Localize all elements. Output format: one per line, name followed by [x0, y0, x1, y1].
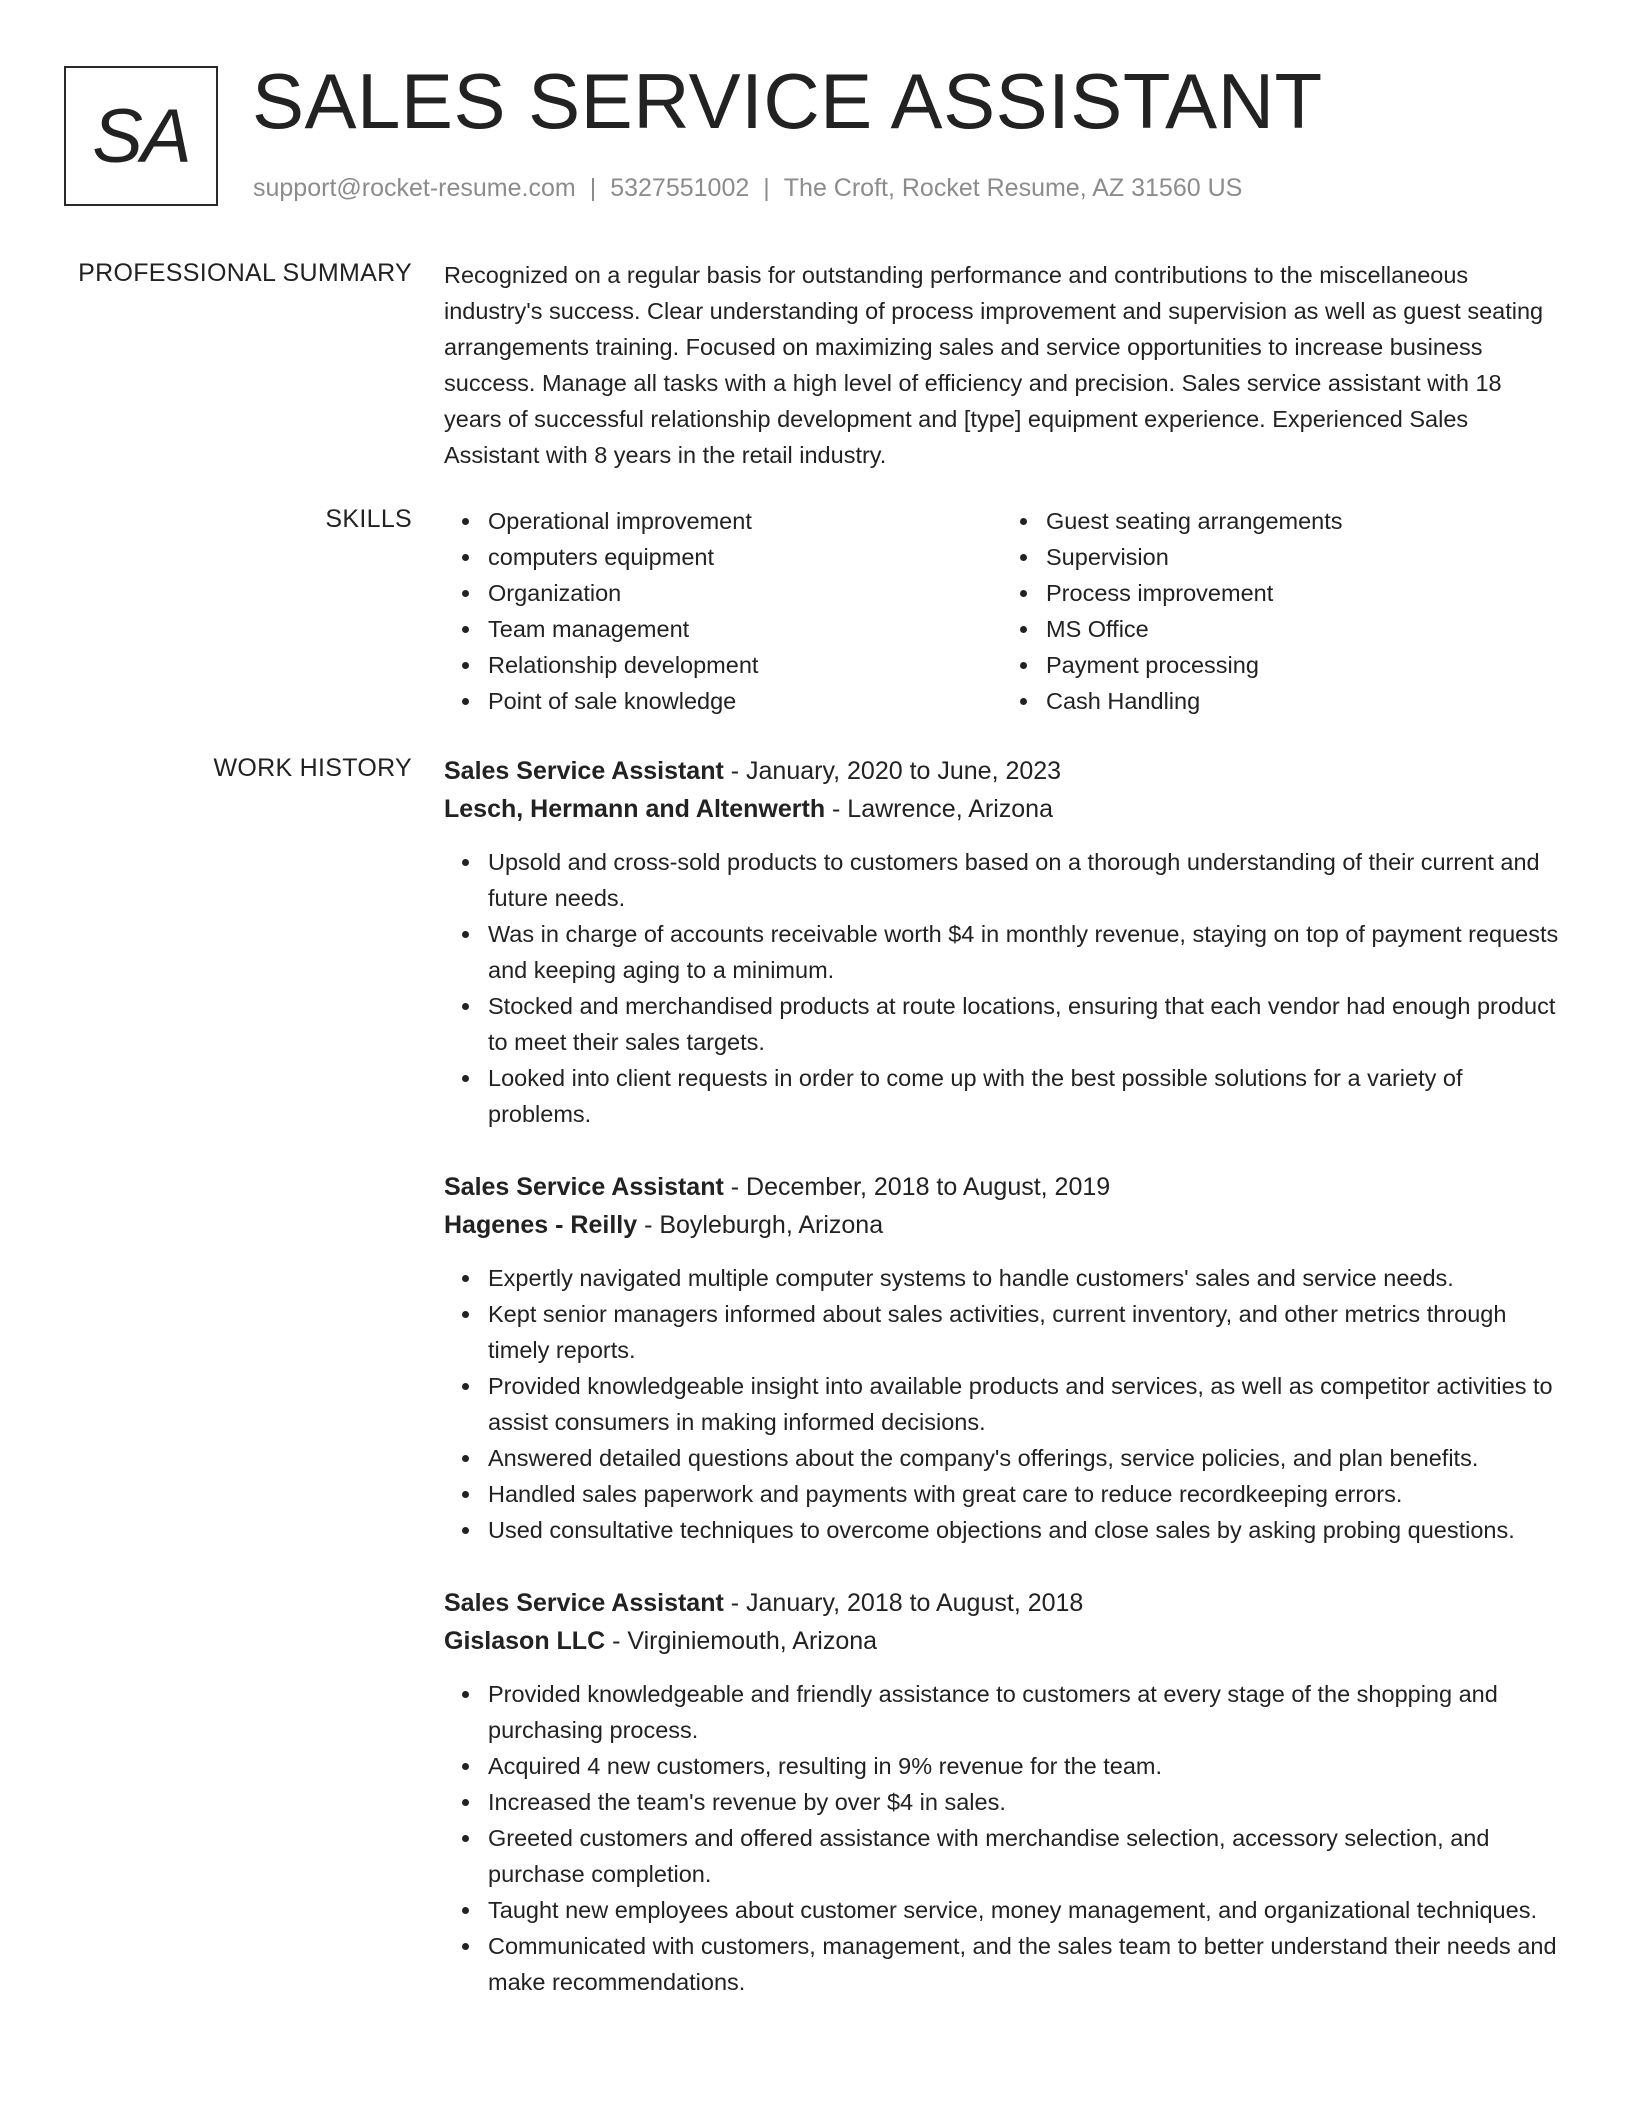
contact-address: The Croft, Rocket Resume, AZ 31560 US	[783, 174, 1243, 202]
job-dates: - December, 2018 to August, 2019	[723, 1173, 1111, 1201]
duty-item: Provided knowledgeable insight into available products and services, as well as competitor activities to assist consumers in making informed decisions.	[488, 1368, 1560, 1440]
duty-item: Used consultative techniques to overcome objections and close sales by asking probing questions.	[488, 1512, 1560, 1548]
job-duties	[444, 1260, 1560, 1548]
duty-item: Looked into client requests in order to come up with the best possible solutions for a variety of problems.	[488, 1060, 1560, 1132]
work-history-heading: WORK HISTORY	[213, 754, 412, 782]
monogram-logo: SA	[64, 66, 218, 206]
job-location: - Virginiemouth, Arizona	[605, 1627, 878, 1655]
job-entry	[444, 1584, 1560, 2000]
skill-item: Cash Handling	[1046, 683, 1560, 719]
skill-item: Guest seating arrangements	[1046, 503, 1560, 539]
skills-list-left	[444, 503, 1002, 719]
duty-item: Greeted customers and offered assistance with merchandise selection, accessory selection, and purchase completion.	[488, 1820, 1560, 1892]
duty-item: Kept senior managers informed about sales activities, current inventory, and other metrics through timely reports.	[488, 1296, 1560, 1368]
contact-phone: 5327551002	[610, 174, 750, 202]
contact-email: support@rocket-resume.com	[253, 174, 576, 202]
skill-item: Process improvement	[1046, 575, 1560, 611]
job-entry	[444, 1168, 1560, 1548]
job-company: Gislason LLC	[444, 1627, 606, 1655]
summary-heading: PROFESSIONAL SUMMARY	[78, 259, 412, 287]
skill-item: Organization	[488, 575, 1002, 611]
skill-item: Payment processing	[1046, 647, 1560, 683]
contact-separator: |	[589, 174, 597, 202]
job-entry	[444, 752, 1560, 1132]
duty-item: Provided knowledgeable and friendly assistance to customers at every stage of the shopping and purchasing process.	[488, 1676, 1560, 1748]
job-list	[444, 752, 1560, 2036]
skill-item: computers equipment	[488, 539, 1002, 575]
job-duties	[444, 1676, 1560, 2000]
job-dates: - January, 2018 to August, 2018	[723, 1589, 1084, 1617]
contact-line	[253, 174, 1242, 203]
job-company-line	[444, 1622, 1560, 1660]
duty-item: Was in charge of accounts receivable worth $4 in monthly revenue, staying on top of payment requests and keeping aging to a minimum.	[488, 916, 1560, 988]
skill-item: Point of sale knowledge	[488, 683, 1002, 719]
job-company: Hagenes - Reilly	[444, 1211, 638, 1239]
duty-item: Upsold and cross-sold products to customers based on a thorough understanding of their current and future needs.	[488, 844, 1560, 916]
skill-item: Team management	[488, 611, 1002, 647]
job-company-line	[444, 790, 1560, 828]
job-company: Lesch, Hermann and Altenwerth	[444, 795, 826, 823]
duty-item: Handled sales paperwork and payments with great care to reduce recordkeeping errors.	[488, 1476, 1560, 1512]
job-title-line	[444, 752, 1560, 790]
duty-item: Answered detailed questions about the company's offerings, service policies, and plan benefits.	[488, 1440, 1560, 1476]
duty-item: Communicated with customers, management, and the sales team to better understand their needs and make recommendations.	[488, 1928, 1560, 2000]
duty-item: Stocked and merchandised products at route locations, ensuring that each vendor had enough product to meet their sales targets.	[488, 988, 1560, 1060]
contact-separator: |	[763, 174, 770, 202]
job-role: Sales Service Assistant	[444, 757, 724, 785]
skills-list-right	[1002, 503, 1560, 719]
skill-item: Relationship development	[488, 647, 1002, 683]
duty-item: Expertly navigated multiple computer systems to handle customers' sales and service needs.	[488, 1260, 1560, 1296]
job-dates: - January, 2020 to June, 2023	[723, 757, 1062, 785]
duty-item: Taught new employees about customer service, money management, and organizational techniques.	[488, 1892, 1560, 1928]
job-company-line	[444, 1206, 1560, 1244]
job-role: Sales Service Assistant	[444, 1173, 724, 1201]
duty-item: Increased the team's revenue by over $4 in sales.	[488, 1784, 1560, 1820]
resume-title: SALES SERVICE ASSISTANT	[252, 57, 1323, 145]
job-role: Sales Service Assistant	[444, 1589, 724, 1617]
job-location: - Boyleburgh, Arizona	[637, 1211, 884, 1239]
skill-item: Operational improvement	[488, 503, 1002, 539]
summary-text: Recognized on a regular basis for outstanding performance and contributions to the miscellaneous industry's success. Clear understanding of process improvement and supervision as well as guest seating arrangements training. Focused on maximizing sales and service opportunities to increase business success. Manage all tasks with a high level of efficiency and precision. Sales service assistant with 18 years of successful relationship development and [type] equipment experience. Experienced Sales Assistant with 8 years in the retail industry.	[444, 262, 1544, 468]
skill-item: MS Office	[1046, 611, 1560, 647]
job-title-line	[444, 1168, 1560, 1206]
job-location: - Lawrence, Arizona	[825, 795, 1053, 823]
job-title-line	[444, 1584, 1560, 1622]
duty-item: Acquired 4 new customers, resulting in 9% revenue for the team.	[488, 1748, 1560, 1784]
skills-heading: SKILLS	[325, 505, 412, 533]
job-duties	[444, 844, 1560, 1132]
skill-item: Supervision	[1046, 539, 1560, 575]
